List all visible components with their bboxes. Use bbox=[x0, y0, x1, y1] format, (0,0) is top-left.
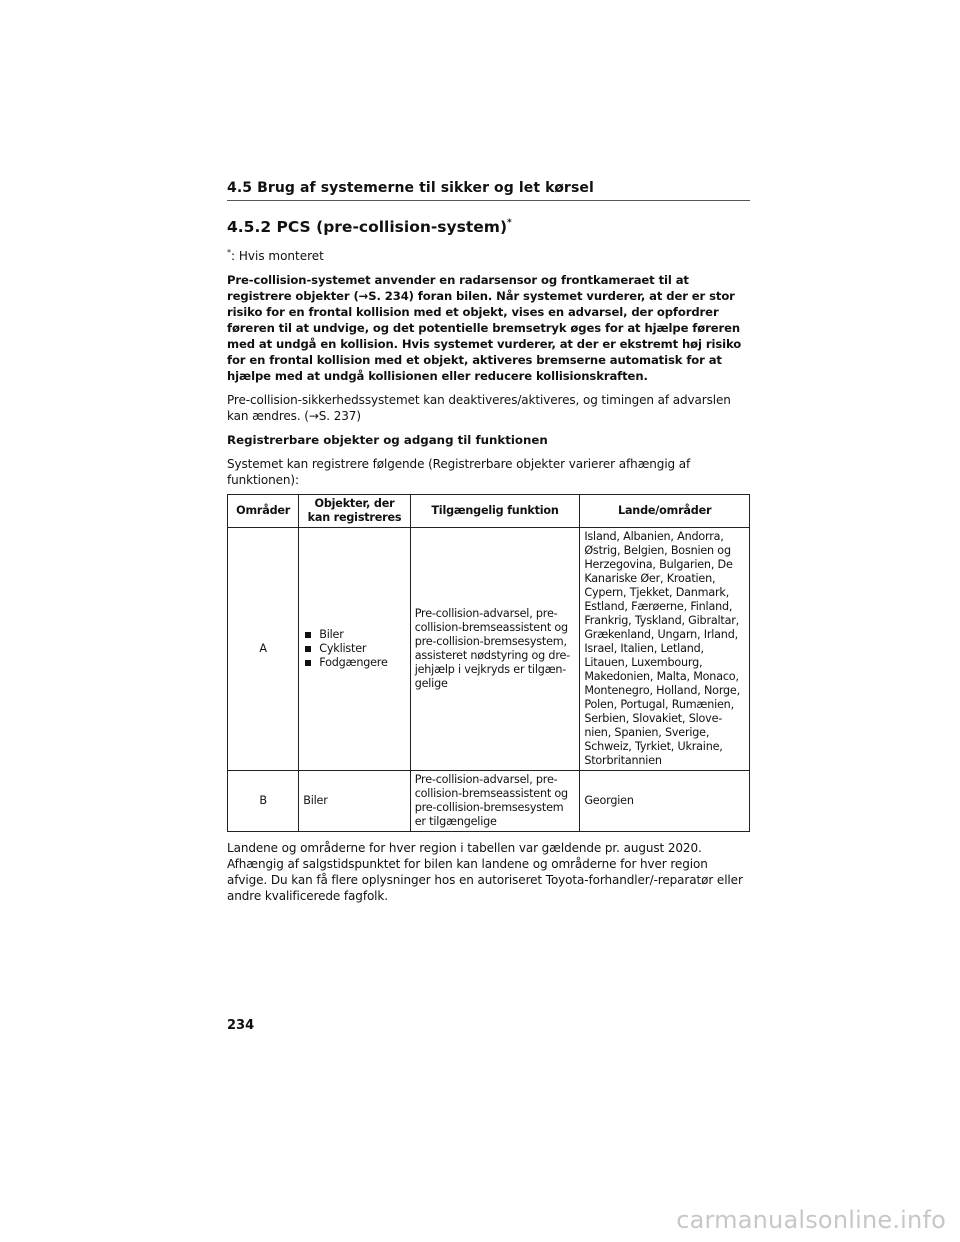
object-label: Fodgængere bbox=[319, 656, 388, 669]
list-item bbox=[303, 628, 405, 642]
subheading: Registrerbare objekter og adgang til funktionen bbox=[227, 433, 548, 447]
objects-cell bbox=[299, 528, 410, 771]
section-title-text: 4.5.2 PCS (pre-collision-system) bbox=[227, 218, 508, 236]
square-bullet-icon bbox=[305, 646, 311, 652]
footnote bbox=[227, 245, 750, 264]
detection-paragraph: Systemet kan registrere følgende (Registrerbare objekter varierer afhængig af funktionen): bbox=[227, 457, 691, 487]
list-item bbox=[303, 656, 405, 670]
page-content bbox=[227, 180, 750, 904]
header-countries: Lande/områder bbox=[580, 495, 750, 528]
region-cell: A bbox=[228, 528, 299, 771]
objects-cell: Biler bbox=[299, 771, 410, 832]
section-title-mark: * bbox=[507, 218, 512, 228]
header-function: Tilgængelig funktion bbox=[410, 495, 580, 528]
object-label: Biler bbox=[319, 628, 344, 641]
function-cell: Pre-collision-advarsel, pre-collision-bremseassistent og pre-collision-bremsesystem, assisteret nødstyring og dre-jehjælp i vejkryds er tilgæn-gelige bbox=[410, 528, 580, 771]
list-item bbox=[303, 642, 405, 656]
function-cell: Pre-collision-advarsel, pre-collision-bremseassistent og pre-collision-bremsesystem er tilgængelige bbox=[410, 771, 580, 832]
countries-cell: Island, Albanien, Andorra, Østrig, Belgien, Bosnien og Herzegovina, Bulgarien, De Kanariske Øer, Kroatien, Cypern, Tjekket, Danmark, Estland, Færøerne, Finland, Frankrig, Tyskland, Gibraltar, Grækenland, Ungarn, Irland, Israel, Italien, Letland, Litauen, Luxembourg, Makedonien, Malta, Monaco, Montenegro, Holland, Norge, Polen, Portugal, Rumænien, Serbien, Slovakiet, Slove-nien, Spanien, Sverige, Schweiz, Tyrkiet, Ukraine, Storbritannien bbox=[580, 528, 750, 771]
header-regions: Områder bbox=[228, 495, 299, 528]
closing-paragraph: Landene og områderne for hver region i tabellen var gældende pr. august 2020. Afhængig af salgstidspunktet for bilen kan landene og områderne for hver region afvige. Du kan få flere oplysninger hos en autoriseret Toyota-forhandler/-reparatør eller andre kvalificerede fagfolk. bbox=[227, 841, 743, 903]
header-objects: Objekter, der kan registreres bbox=[299, 495, 410, 528]
footnote-text: : Hvis monteret bbox=[231, 249, 324, 263]
table-header-row bbox=[228, 495, 750, 528]
regions-table bbox=[227, 494, 750, 832]
table-row bbox=[228, 528, 750, 771]
object-label: Cyklister bbox=[319, 642, 367, 655]
page-number: 234 bbox=[227, 1018, 255, 1033]
table-row bbox=[228, 771, 750, 832]
section-title bbox=[227, 213, 750, 237]
chapter-header: 4.5 Brug af systemerne til sikker og let kørsel bbox=[227, 180, 750, 201]
watermark: carmanualsonline.info bbox=[676, 1206, 946, 1234]
square-bullet-icon bbox=[305, 660, 311, 666]
objects-list bbox=[303, 628, 405, 670]
square-bullet-icon bbox=[305, 632, 311, 638]
countries-cell: Georgien bbox=[580, 771, 750, 832]
region-cell: B bbox=[228, 771, 299, 832]
footnote-mark: * bbox=[227, 248, 231, 257]
deactivation-paragraph: Pre-collision-sikkerhedssystemet kan deaktiveres/aktiveres, og timingen af advarslen kan ændres. (→S. 237) bbox=[227, 393, 731, 423]
intro-paragraph: Pre-collision-systemet anvender en radarsensor og frontkameraet til at registrere objekter (→S. 234) foran bilen. Når systemet vurderer, at der er stor risiko for en frontal kollision med et objekt, vises en advarsel, der opfordrer føreren til at undvige, og det potentielle bremsetryk øges for at hjælpe føreren med at undgå en kollision. Hvis systemet vurderer, at der er ekstremt høj risiko for en frontal kollision med et objekt, aktiveres bremserne automatisk for at hjælpe med at undgå kollisionen eller reducere kollisionskraften. bbox=[227, 273, 742, 383]
